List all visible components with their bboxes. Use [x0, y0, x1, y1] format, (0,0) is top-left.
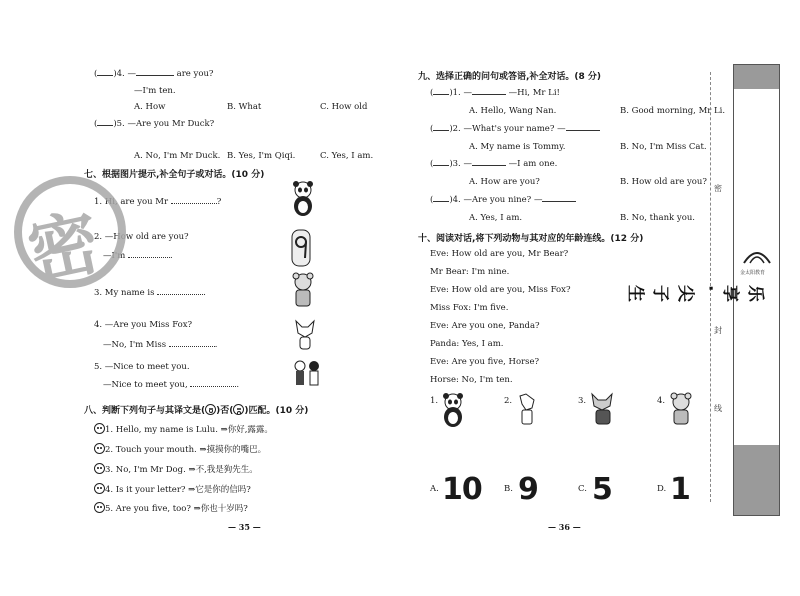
smile-face-icon	[205, 404, 216, 415]
publisher-logo-icon	[742, 245, 772, 267]
section-7-title: 七、根据图片提示,补全句子或对话。(10 分)	[84, 170, 265, 180]
dialog-line: Mr Bear: I'm nine.	[430, 267, 510, 277]
judge-face-icon[interactable]	[94, 502, 105, 513]
number-nine-picture	[290, 228, 312, 268]
s7-item-4a: 4. —Are you Miss Fox?	[94, 320, 193, 330]
publisher-name: 金太阳教育	[740, 270, 766, 276]
brand-title: 乐享·尖子生	[625, 285, 765, 302]
s9-1-option-b: B. Good morning, Mr Li.	[620, 106, 726, 116]
age-label-d: D.	[657, 484, 667, 494]
s9-1-option-a: A. Hello, Wang Nan.	[469, 106, 557, 116]
s9-3-option-a: A. How are you?	[469, 177, 540, 187]
s7-item-5a: 5. —Nice to meet you.	[94, 362, 190, 372]
fox-picture	[292, 317, 318, 353]
s7-item-4b: —No, I'm Miss .	[103, 340, 218, 350]
horse-picture[interactable]	[514, 392, 540, 428]
age-value-c[interactable]: 5	[592, 472, 612, 507]
q4-line: ( )4. — are you?	[94, 69, 214, 79]
s7-item-2b: —I'm .	[103, 251, 173, 261]
age-label-a: A.	[430, 484, 439, 494]
fill-blank[interactable]	[128, 257, 170, 258]
sidebar-bottom-band	[734, 445, 779, 515]
s9-2-option-b: B. No, I'm Miss Cat.	[620, 142, 707, 152]
answer-blank[interactable]	[433, 165, 449, 166]
s7-item-5b: —Nice to meet you, .	[103, 380, 240, 390]
fill-blank[interactable]	[190, 386, 236, 387]
panda-picture	[288, 180, 318, 218]
q4-answer: —I'm ten.	[134, 86, 176, 96]
s8-item-5: 5. Are you five, too? ⇒你也十岁吗?	[94, 502, 248, 514]
animal-label-1: 1.	[430, 396, 439, 406]
bear-picture	[288, 272, 318, 310]
q5-option-a: A. No, I'm Mr Duck.	[134, 151, 221, 161]
q4-option-c: C. How old	[320, 102, 368, 112]
answer-blank[interactable]	[433, 201, 449, 202]
children-picture	[290, 358, 324, 396]
s8-item-2: 2. Touch your mouth. ⇒摸摸你的嘴巴。	[94, 443, 266, 455]
s9-4-option-a: A. Yes, I am.	[469, 213, 523, 223]
q5-line: ( )5. —Are you Mr Duck?	[94, 119, 215, 129]
q4-option-a: A. How	[134, 102, 166, 112]
animal-label-3: 3.	[578, 396, 587, 406]
judge-face-icon[interactable]	[94, 483, 105, 494]
s9-4-option-b: B. No, thank you.	[620, 213, 695, 223]
page-number-36: — 36 —	[548, 522, 581, 532]
section-10-title: 十、阅读对话,将下列动物与其对应的年龄连线。(12 分)	[418, 234, 644, 244]
fill-blank[interactable]	[566, 130, 600, 131]
fill-blank[interactable]	[136, 75, 174, 76]
sad-face-icon	[233, 404, 244, 415]
panda-picture[interactable]	[438, 392, 468, 428]
s8-item-1: 1. Hello, my name is Lulu. ⇒你好,露露。	[94, 423, 273, 435]
section-8-title: 八、判断下列句子与其译文是( )否( )匹配。(10 分)	[84, 406, 309, 416]
answer-blank[interactable]	[433, 94, 449, 95]
section-9-title: 九、选择正确的问句或答语,补全对话。(8 分)	[418, 72, 602, 82]
age-label-c: C.	[578, 484, 587, 494]
fill-blank[interactable]	[542, 201, 576, 202]
s7-item-1: 1. Hi, are you Mr ?	[94, 197, 222, 207]
age-value-d[interactable]: 1	[670, 472, 690, 507]
seal-mark-2: 封	[714, 326, 722, 335]
fox-picture[interactable]	[588, 392, 618, 428]
fill-blank[interactable]	[171, 203, 217, 204]
s8-item-3: 3. No, I'm Mr Dog. ⇒不,我是狗先生。	[94, 463, 258, 475]
judge-face-icon[interactable]	[94, 443, 105, 454]
seal-mark-3: 线	[714, 404, 722, 413]
dialog-line: Eve: How old are you, Mr Bear?	[430, 249, 569, 259]
s9-2-option-a: A. My name is Tommy.	[469, 142, 566, 152]
dialog-line: Eve: How old are you, Miss Fox?	[430, 285, 571, 295]
dialog-line: Panda: Yes, I am.	[430, 339, 504, 349]
s9-item-2: ( )2. —What's your name? —	[430, 124, 600, 134]
s9-item-4: ( )4. —Are you nine? —	[430, 195, 576, 205]
q4-option-b: B. What	[227, 102, 262, 112]
answer-blank[interactable]	[433, 130, 449, 131]
fill-blank[interactable]	[169, 346, 215, 347]
judge-face-icon[interactable]	[94, 423, 105, 434]
s9-3-option-b: B. How old are you?	[620, 177, 707, 187]
age-value-a[interactable]: 10	[442, 472, 482, 507]
age-label-b: B.	[504, 484, 513, 494]
q5-option-b: B. Yes, I'm Qiqi.	[227, 151, 296, 161]
age-value-b[interactable]: 9	[518, 472, 538, 507]
fill-blank[interactable]	[472, 165, 506, 166]
s8-item-4: 4. Is it your letter? ⇒它是你的信吗?	[94, 483, 251, 495]
fill-blank[interactable]	[157, 294, 203, 295]
seal-mark-1: 密	[714, 184, 722, 193]
dialog-line: Eve: Are you five, Horse?	[430, 357, 540, 367]
animal-label-4: 4.	[657, 396, 666, 406]
judge-face-icon[interactable]	[94, 463, 105, 474]
answer-blank[interactable]	[97, 125, 113, 126]
page-number-35: — 35 —	[228, 522, 261, 532]
answer-blank[interactable]	[97, 75, 113, 76]
fill-blank[interactable]	[472, 94, 506, 95]
q5-option-c: C. Yes, I am.	[320, 151, 374, 161]
sidebar-top-band	[734, 65, 779, 89]
dialog-line: Miss Fox: I'm five.	[430, 303, 509, 313]
animal-label-2: 2.	[504, 396, 513, 406]
s7-item-3: 3. My name is .	[94, 288, 206, 298]
dialog-line: Eve: Are you one, Panda?	[430, 321, 540, 331]
dialog-line: Horse: No, I'm ten.	[430, 375, 513, 385]
s9-item-1: ( )1. — —Hi, Mr Li!	[430, 88, 560, 98]
s9-item-3: ( )3. — —I am one.	[430, 159, 558, 169]
bear-picture[interactable]	[666, 392, 696, 428]
seal-stamp: 密	[14, 176, 126, 288]
s7-item-2a: 2. —How old are you?	[94, 232, 189, 242]
